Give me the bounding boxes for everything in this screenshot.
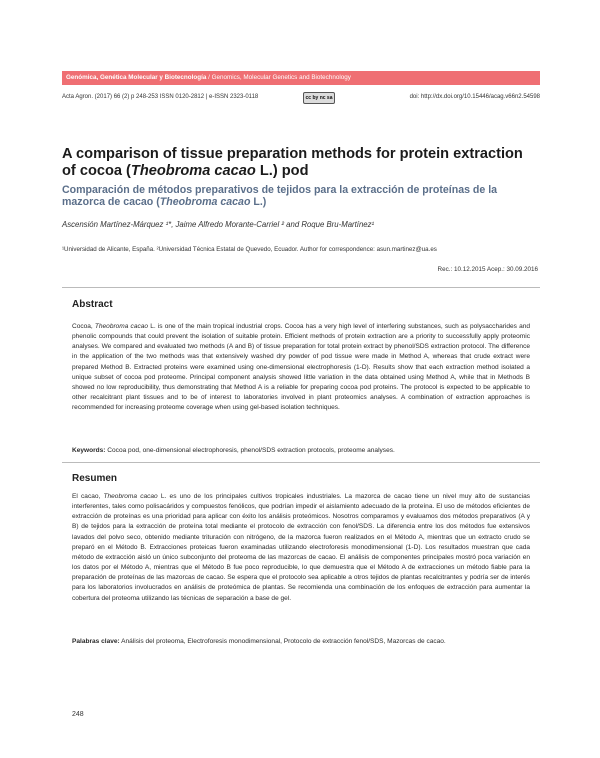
abstract-text: Cocoa, Theobroma cacao L. is one of the main tropical industrial crops. Cocoa has a very high level of interfering substances, such as polysaccharides and phenolic compounds that could prevent the isolation of suitable protein. Efficient methods of protein extraction are a priority to successfully apply proteomic analyses. We compared and evaluated two methods (A and B) of tissue preparation for total protein extract by phenol/SDS extraction protocol. The difference in the application of the two methods was that extensively washed dry powder of pod tissue were made in Method A, whereas that crude extract were prepared Method B. Extracted proteins were examined using one-dimensional electrophoresis (1-D). Results show that each extraction method isolated a unique subset of cocoa pod proteome. Principal component analysis showed little variation in the data obtained using Method A, while that in Methods B showed no low reproducibility, thus demonstrating that Method A is a reliable for preparing cocoa pod proteins. The protocol is expected to be applicable to other recalcitrant plant tissues and to be of interest to laboratories involved in plant proteomics analyses. A combination of extraction approaches is recommended for increasing proteome coverage when using gel-based isolation techniques. [72,323,531,412]
keywords-label: Keywords: [72,447,106,454]
abstract-species: Theobroma cacao [94,323,149,330]
palabras-clave-label: Palabras clave: [72,638,120,645]
title-species: Theobroma cacao [130,163,256,179]
received-accepted-dates: Rec.: 10.12.2015 Acep.: 30.09.2016 [437,266,538,273]
authors: Ascensión Martínez-Márquez ¹*, Jaime Alfredo Morante-Carriel ² and Roque Bru-Martínez¹ [62,220,375,229]
journal-section-bar [62,71,540,85]
article-subtitle: Comparación de métodos preparativos de tejidos para la extracción de proteínas de la mazorca de cacao (Theobroma cacao L.) [62,184,498,208]
divider [62,462,540,463]
article-title: A comparison of tissue preparation methods for protein extraction of cocoa (Theobroma cacao L.) pod [62,146,523,179]
subtitle-species: Theobroma cacao [159,196,251,208]
section-en: / Genomics, Molecular Genetics and Biotechnology [208,74,351,81]
divider [62,287,540,288]
cc-license-icon[interactable]: cc by nc sa [303,92,335,104]
section-es: Genómica, Genética Molecular y Biotecnología [66,74,207,81]
resumen-heading: Resumen [72,473,118,484]
affiliations: ¹Universidad de Alicante, España. ²Universidad Técnica Estatal de Quevedo, Ecuador. Author for correspondence: asun.martinez@ua.es [62,246,437,253]
citation: Acta Agron. (2017) 66 (2) p 248-253 ISSN 0120-2812 | e-ISSN 2323-0118 [62,94,259,100]
resumen-species: Theobroma cacao [103,493,158,500]
resumen-text: El cacao, Theobroma cacao L. es uno de los principales cultivos tropicales industriales. La mazorca de cacao tiene un nivel muy alto de sustancias interferentes, tales como polisacáridos y compuestos fenólicos, que podrían impedir el aislamiento adecuado de la proteína. El uso de métodos eficientes de extracción de proteínas es una prioridad para aplicar con éxito los análisis proteómicos. Nosotros comparamos y evaluamos dos métodos preparativos (A y B) de tejidos para la extracción de proteína total mediante el protocolo de extracción con fenol/SDS. La diferencia entre los dos métodos fue extensivos lavados del polvo seco, obtenido mediante trituración con nitrógeno, de la mazorca fueron realizados en el Método A, mientras que un extracto crudo se preparó en el Método B. Extracciones proteicas fueron examinadas utilizando electroforesis monodimensional (1-D). Los resultados muestran que cada método de extracción aisló un único subconjunto del proteoma de las mazorcas de cacao. El análisis de componentes principales mostró poca variación en los datos por el Método A, mientras que el Método B fue poco reproducible, lo que demuestra que el Método A de extracciones un método fiable para la preparación de proteínas de las mazorcas de cacao. Se espera que el protocolo sea aplicable a otros tejidos de plantas recalcitrantes y podría ser de interés para los laboratorios involucrados en análisis de proteómica de plantas. Se recomienda una combinación de los enfoques de extracción para aumentar la cobertura del proteoma utilizando las técnicas de separación a base de gel. [72,493,530,602]
page-number: 248 [72,711,84,718]
abstract-heading: Abstract [72,299,113,310]
doi-link[interactable]: doi: http://dx.doi.org/10.15446/acag.v66n2.54598 [409,94,540,100]
palabras-clave: Palabras clave: Análisis del proteoma, Electroforesis monodimensional, Protocolo de extracción fenol/SDS, Mazorcas de cacao. [72,638,446,645]
citation-row [62,92,540,104]
keywords: Keywords: Cocoa pod, one-dimensional electrophoresis, phenol/SDS extraction protocols, proteome analyses. [72,447,395,454]
